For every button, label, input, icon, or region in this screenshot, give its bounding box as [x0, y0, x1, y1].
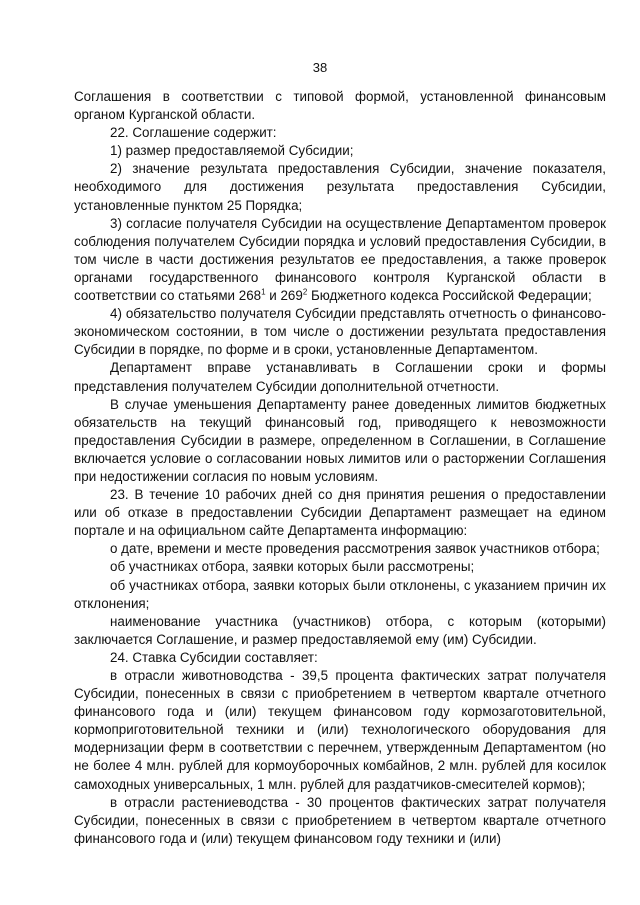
paragraph: 22. Соглашение содержит:	[110, 125, 277, 141]
paragraph: наименование участника (участников) отбора, с которым (которыми) заключается Соглашение, и размер предоставляемой ему (им) Субсидии.	[74, 613, 606, 647]
superscript: 1	[261, 287, 266, 297]
paragraph: 24. Ставка Субсидии составляет:	[110, 649, 318, 665]
paragraph: о дате, времени и месте проведения рассмотрения заявок участников отбора;	[110, 541, 600, 557]
paragraph: в отрасли растениеводства - 30 процентов фактических затрат получателя Субсидии, понесенных в связи с приобретением в четвертом квартале отчетного финансового года и (или) текущем финансовом году техники и (или)	[74, 794, 606, 846]
paragraph: об участниках отбора, заявки которых были рассмотрены;	[110, 559, 475, 575]
paragraph: 1) размер предоставляемой Субсидии;	[110, 143, 354, 159]
page-number: 38	[312, 60, 328, 75]
superscript: 2	[302, 287, 308, 297]
paragraph: 23. В течение 10 рабочих дней со дня принятия решения о предоставлении или об отказе в предоставлении Субсидии Департамент размещает на едином портале и на официальном сайте Департамента информацию:	[74, 487, 606, 539]
paragraph	[74, 215, 606, 305]
paragraph: в отрасли животноводства - 39,5 процента фактических затрат получателя Субсидии, понесенных в связи с приобретением в четвертом квартале отчетного финансового года и (или) текущем финансовом году кормозаготовительной, кормоприготовительной техники и (или) технологического оборудования для модернизации ферм в соответствии с перечнем, утвержденным Департаментом (но не более 4 млн. рублей для кормоуборочных комбайнов, 2 млн. рублей для косилок самоходных универсальных, 1 млн. рублей для раздатчиков-смесителей кормов);	[74, 668, 606, 792]
paragraph-text: 3) согласие получателя Субсидии на осуществление Департаментом проверок соблюдения получателем Субсидии порядка и условий предоставления Субсидии, в том числе в части достижения результатов ее предоставления, а также проверок органами государственного финансового контроля Курганской области в соответствии со статьями 268	[74, 215, 606, 304]
document-body	[74, 88, 606, 848]
paragraph: В случае уменьшения Департаменту ранее доведенных лимитов бюджетных обязательств на текущий финансовый год, приводящего к невозможности предоставления Субсидии в размере, определенном в Соглашении, в Соглашение включается условие о согласовании новых лимитов или о расторжении Соглашения при недостижении согласия по новым условиям.	[74, 396, 606, 484]
paragraph: Соглашения в соответствии с типовой формой, установленной финансовым органом Курганской области.	[74, 89, 606, 123]
paragraph: 2) значение результата предоставления Субсидии, значение показателя, необходимого для достижения результата предоставления Субсидии, установленные пунктом 25 Порядка;	[74, 161, 606, 213]
paragraph: Департамент вправе устанавливать в Соглашении сроки и формы представления получателем Субсидии дополнительной отчетности.	[74, 360, 606, 394]
paragraph: об участниках отбора, заявки которых были отклонены, с указанием причин их отклонения;	[74, 577, 606, 611]
paragraph-text: Бюджетного кодекса Российской Федерации;	[307, 288, 592, 304]
paragraph-text: и 269	[265, 288, 303, 304]
paragraph: 4) обязательство получателя Субсидии представлять отчетность о финансово-экономическом состоянии, в том числе о достижении результата предоставления Субсидии в порядке, по форме и в сроки, установленные Департаментом.	[74, 306, 606, 358]
